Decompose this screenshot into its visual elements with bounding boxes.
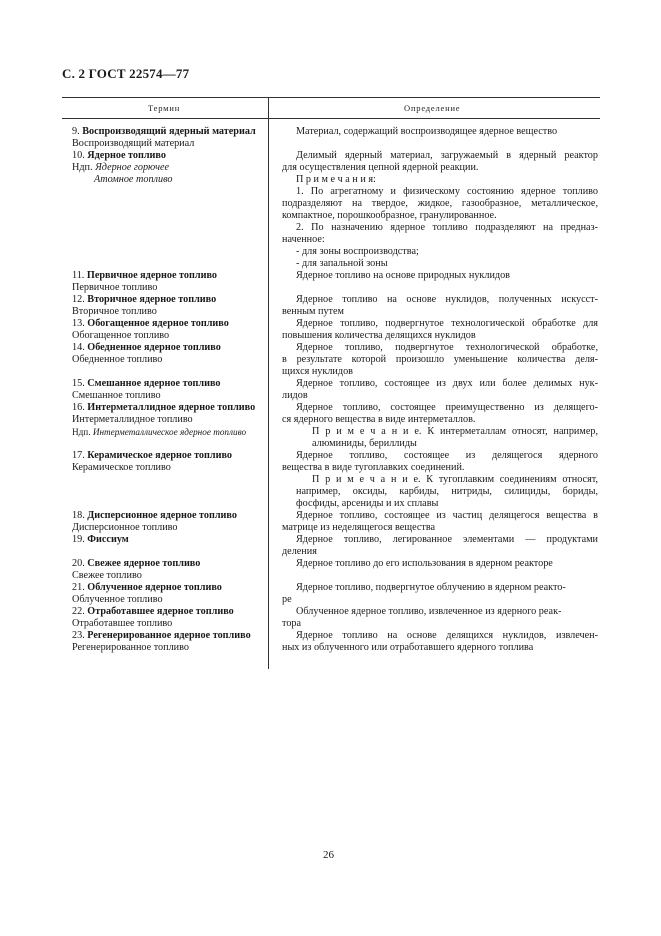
definition-line: [282, 594, 292, 606]
term-number: 12.: [72, 294, 88, 305]
definition-text: матрице из неделящегося вещества: [282, 522, 436, 533]
definition-text: Ядерное топливо, подвергнутое технологической обработке,: [296, 342, 598, 353]
term-line: [72, 534, 129, 546]
definition-line: [282, 414, 475, 426]
definition-text: компактное, порошкообразное, гранулированное.: [282, 210, 497, 221]
term-line: [72, 126, 256, 138]
term-title: Воспроизводящий ядерный материал: [82, 126, 256, 137]
term-line: [72, 582, 222, 594]
definition-text: подразделяют на твердое, жидкое, газообразное, металлическое,: [282, 198, 598, 209]
definition-text: П р и м е ч а н и е. К тугоплавким соединениям относят,: [312, 474, 598, 485]
term-number: 20.: [72, 558, 88, 569]
term-line: [72, 378, 221, 390]
term-line: [72, 270, 217, 282]
definition-line: [312, 426, 598, 438]
definition-text: лидов: [282, 390, 308, 401]
definition-line: [282, 330, 476, 342]
term-number: 17.: [72, 450, 88, 461]
column-header-definition: Определение: [404, 103, 461, 113]
term-number: 16.: [72, 402, 88, 413]
definition-line: [296, 246, 419, 258]
term-title: Регенерированное ядерное топливо: [87, 630, 251, 641]
definition-text: - для зоны воспроизводства;: [296, 246, 419, 257]
definition-line: [296, 558, 553, 570]
definition-text: Ядерное топливо, состоящее из двух или более делимых нук-: [296, 378, 598, 389]
definition-line: [312, 438, 417, 450]
definition-text: в результате которой произошло уменьшение количества деля-: [282, 354, 598, 365]
term-line: [72, 150, 166, 162]
definition-line: [296, 606, 561, 618]
term-title: Отработавшее ядерное топливо: [87, 606, 234, 617]
term-synonym: Обогащенное топливо: [72, 330, 170, 341]
term-number: 22.: [72, 606, 88, 617]
term-prefix: Ндп.: [72, 162, 96, 173]
term-line: [72, 630, 251, 642]
definition-text: Ядерное топливо, подвергнутое облучению в ядерном реакто-: [296, 582, 566, 593]
definition-line: [282, 366, 353, 378]
definition-line: [296, 510, 598, 522]
definition-text: Ядерное топливо, легированное элементами — продуктами: [296, 534, 598, 545]
definition-text: Ядерное топливо на основе делящихся нуклидов, извлечен-: [296, 630, 598, 641]
definition-line: [296, 450, 598, 462]
definition-line: [282, 198, 598, 210]
term-number: 18.: [72, 510, 88, 521]
definition-line: [296, 258, 388, 270]
definition-text: щихся нуклидов: [282, 366, 353, 377]
term-title: Фиссиум: [87, 534, 129, 545]
term-line: [72, 606, 234, 618]
definition-line: [296, 498, 438, 510]
definition-text: повышения количества делящихся нуклидов: [282, 330, 476, 341]
term-synonym: Воспроизводящий материал: [72, 138, 195, 149]
term-synonym: Облученное топливо: [72, 594, 163, 605]
term-line: [72, 426, 246, 438]
term-number: 13.: [72, 318, 88, 329]
definition-line: [296, 150, 598, 162]
definition-line: [296, 534, 598, 546]
definition-line: [296, 222, 598, 234]
term-synonym: Первичное топливо: [72, 282, 158, 293]
term-title: Обогащенное ядерное топливо: [87, 318, 229, 329]
page-number: 26: [323, 849, 334, 861]
term-line: [72, 342, 221, 354]
term-line: [72, 318, 229, 330]
definition-text: 2. По назначению ядерное топливо подразделяют на предназ-: [296, 222, 598, 233]
term-number: 11.: [72, 270, 87, 281]
definition-line: [282, 522, 435, 534]
definition-text: Ядерное топливо, состоящее из частиц делящегося вещества в: [296, 510, 598, 521]
definition-text: наченное:: [282, 234, 325, 245]
term-line: [72, 402, 255, 414]
term-title: Ядерное топливо: [87, 150, 166, 161]
definition-text: ся ядерного вещества в виде интерметаллов.: [282, 414, 476, 425]
definition-line: [296, 486, 598, 498]
term-title: Интерметаллидное ядерное топливо: [87, 402, 256, 413]
term-deprecated: Атомное топливо: [94, 174, 173, 185]
term-deprecated: Ядерное горючее: [95, 162, 170, 173]
term-title: Смешанное ядерное топливо: [87, 378, 221, 389]
definition-text: фосфиды, арсениды и их сплавы: [296, 498, 439, 509]
definition-line: [296, 186, 598, 198]
term-line: [72, 162, 169, 174]
term-prefix: Ндп.: [72, 427, 93, 437]
definition-line: [312, 474, 598, 486]
term-synonym: Свежее топливо: [72, 570, 142, 581]
definition-text: вещества в виде тугоплавких соединений.: [282, 462, 465, 473]
term-number: 23.: [72, 630, 88, 641]
definition-line: [282, 210, 497, 222]
term-title: Керамическое ядерное топливо: [87, 450, 233, 461]
definition-line: [282, 618, 301, 630]
term-title: Обедненное ядерное топливо: [87, 342, 221, 353]
definition-text: ных из облученного или отработавшего ядерного топлива: [282, 642, 534, 653]
column-divider: [268, 97, 269, 669]
term-synonym: Керамическое топливо: [72, 462, 171, 473]
definition-line: [282, 462, 464, 474]
definition-text: П р и м е ч а н и я:: [296, 174, 376, 185]
term-synonym: Вторичное топливо: [72, 306, 157, 317]
definition-text: Ядерное топливо, состоящее преимущественно из делящего-: [296, 402, 598, 413]
definition-text: Ядерное топливо, состоящее из делящегося ядерного: [296, 450, 598, 461]
definition-line: [282, 162, 478, 174]
definition-line: [296, 378, 598, 390]
term-synonym: Дисперсионное топливо: [72, 522, 178, 533]
term-number: 15.: [72, 378, 88, 389]
term-synonym: Смешанное топливо: [72, 390, 161, 401]
term-title: Вторичное ядерное топливо: [87, 294, 217, 305]
definition-line: [296, 402, 598, 414]
term-synonym: Интерметаллидное топливо: [72, 414, 193, 425]
definition-text: Ядерное топливо, подвергнутое технологической обработке для: [296, 318, 598, 329]
table-top-rule: [62, 97, 600, 98]
definition-text: деления: [282, 546, 317, 557]
term-number: 19.: [72, 534, 88, 545]
term-number: 21.: [72, 582, 88, 593]
term-synonym: Обедненное топливо: [72, 354, 163, 365]
definition-line: [296, 342, 598, 354]
term-line: [72, 294, 216, 306]
definition-text: П р и м е ч а н и е. К интерметаллам относят, например,: [312, 426, 598, 437]
definition-line: [296, 318, 598, 330]
definition-text: Ядерное топливо до его использования в ядерном реакторе: [296, 558, 553, 569]
term-deprecated: Интерметаллическое ядерное топливо: [92, 427, 247, 437]
definition-line: [282, 390, 308, 402]
definition-text: Делимый ядерный материал, загружаемый в ядерный реактор: [296, 150, 598, 161]
term-synonym: Отработавшее топливо: [72, 618, 173, 629]
definition-line: [296, 630, 598, 642]
term-title: Дисперсионное ядерное топливо: [87, 510, 237, 521]
definition-text: Ядерное топливо на основе природных нуклидов: [296, 270, 510, 281]
definition-line: [296, 294, 598, 306]
term-title: Первичное ядерное топливо: [86, 270, 217, 281]
definition-line: [296, 126, 557, 138]
definition-text: венным путем: [282, 306, 344, 317]
definition-text: тора: [282, 618, 302, 629]
definition-text: например, оксиды, карбиды, нитриды, силициды, бориды,: [296, 486, 598, 497]
definition-line: [282, 306, 344, 318]
definition-line: [296, 582, 566, 594]
definition-text: алюминиды, бериллиды: [312, 438, 417, 449]
term-synonym: Регенерированное топливо: [72, 642, 189, 653]
term-line: [72, 558, 200, 570]
definition-line: [282, 234, 325, 246]
definition-text: Облученное ядерное топливо, извлеченное из ядерного реак-: [296, 606, 562, 617]
definition-text: 1. По агрегатному и физическому состоянию ядерное топливо: [296, 186, 598, 197]
term-number: 14.: [72, 342, 88, 353]
definition-text: для осуществления цепной ядерной реакции.: [282, 162, 479, 173]
term-number: 9.: [72, 126, 83, 137]
page-header: С. 2 ГОСТ 22574—77: [62, 66, 190, 81]
term-title: Свежее ядерное топливо: [87, 558, 201, 569]
table-header-rule: [62, 118, 600, 119]
term-line: [94, 174, 172, 186]
definition-text: - для запальной зоны: [296, 258, 388, 269]
definition-line: [296, 270, 510, 282]
definition-line: [282, 546, 317, 558]
term-line: [72, 450, 232, 462]
term-line: [72, 510, 237, 522]
term-number: 10.: [72, 150, 88, 161]
definition-line: [282, 642, 533, 654]
definition-text: ре: [282, 594, 292, 605]
definition-text: Ядерное топливо на основе нуклидов, полученных искусст-: [296, 294, 598, 305]
definition-line: [296, 174, 376, 186]
definition-text: Материал, содержащий воспроизводящее ядерное вещество: [296, 126, 558, 137]
term-title: Облученное ядерное топливо: [87, 582, 222, 593]
column-header-term: Термин: [148, 103, 181, 113]
definition-line: [282, 354, 598, 366]
